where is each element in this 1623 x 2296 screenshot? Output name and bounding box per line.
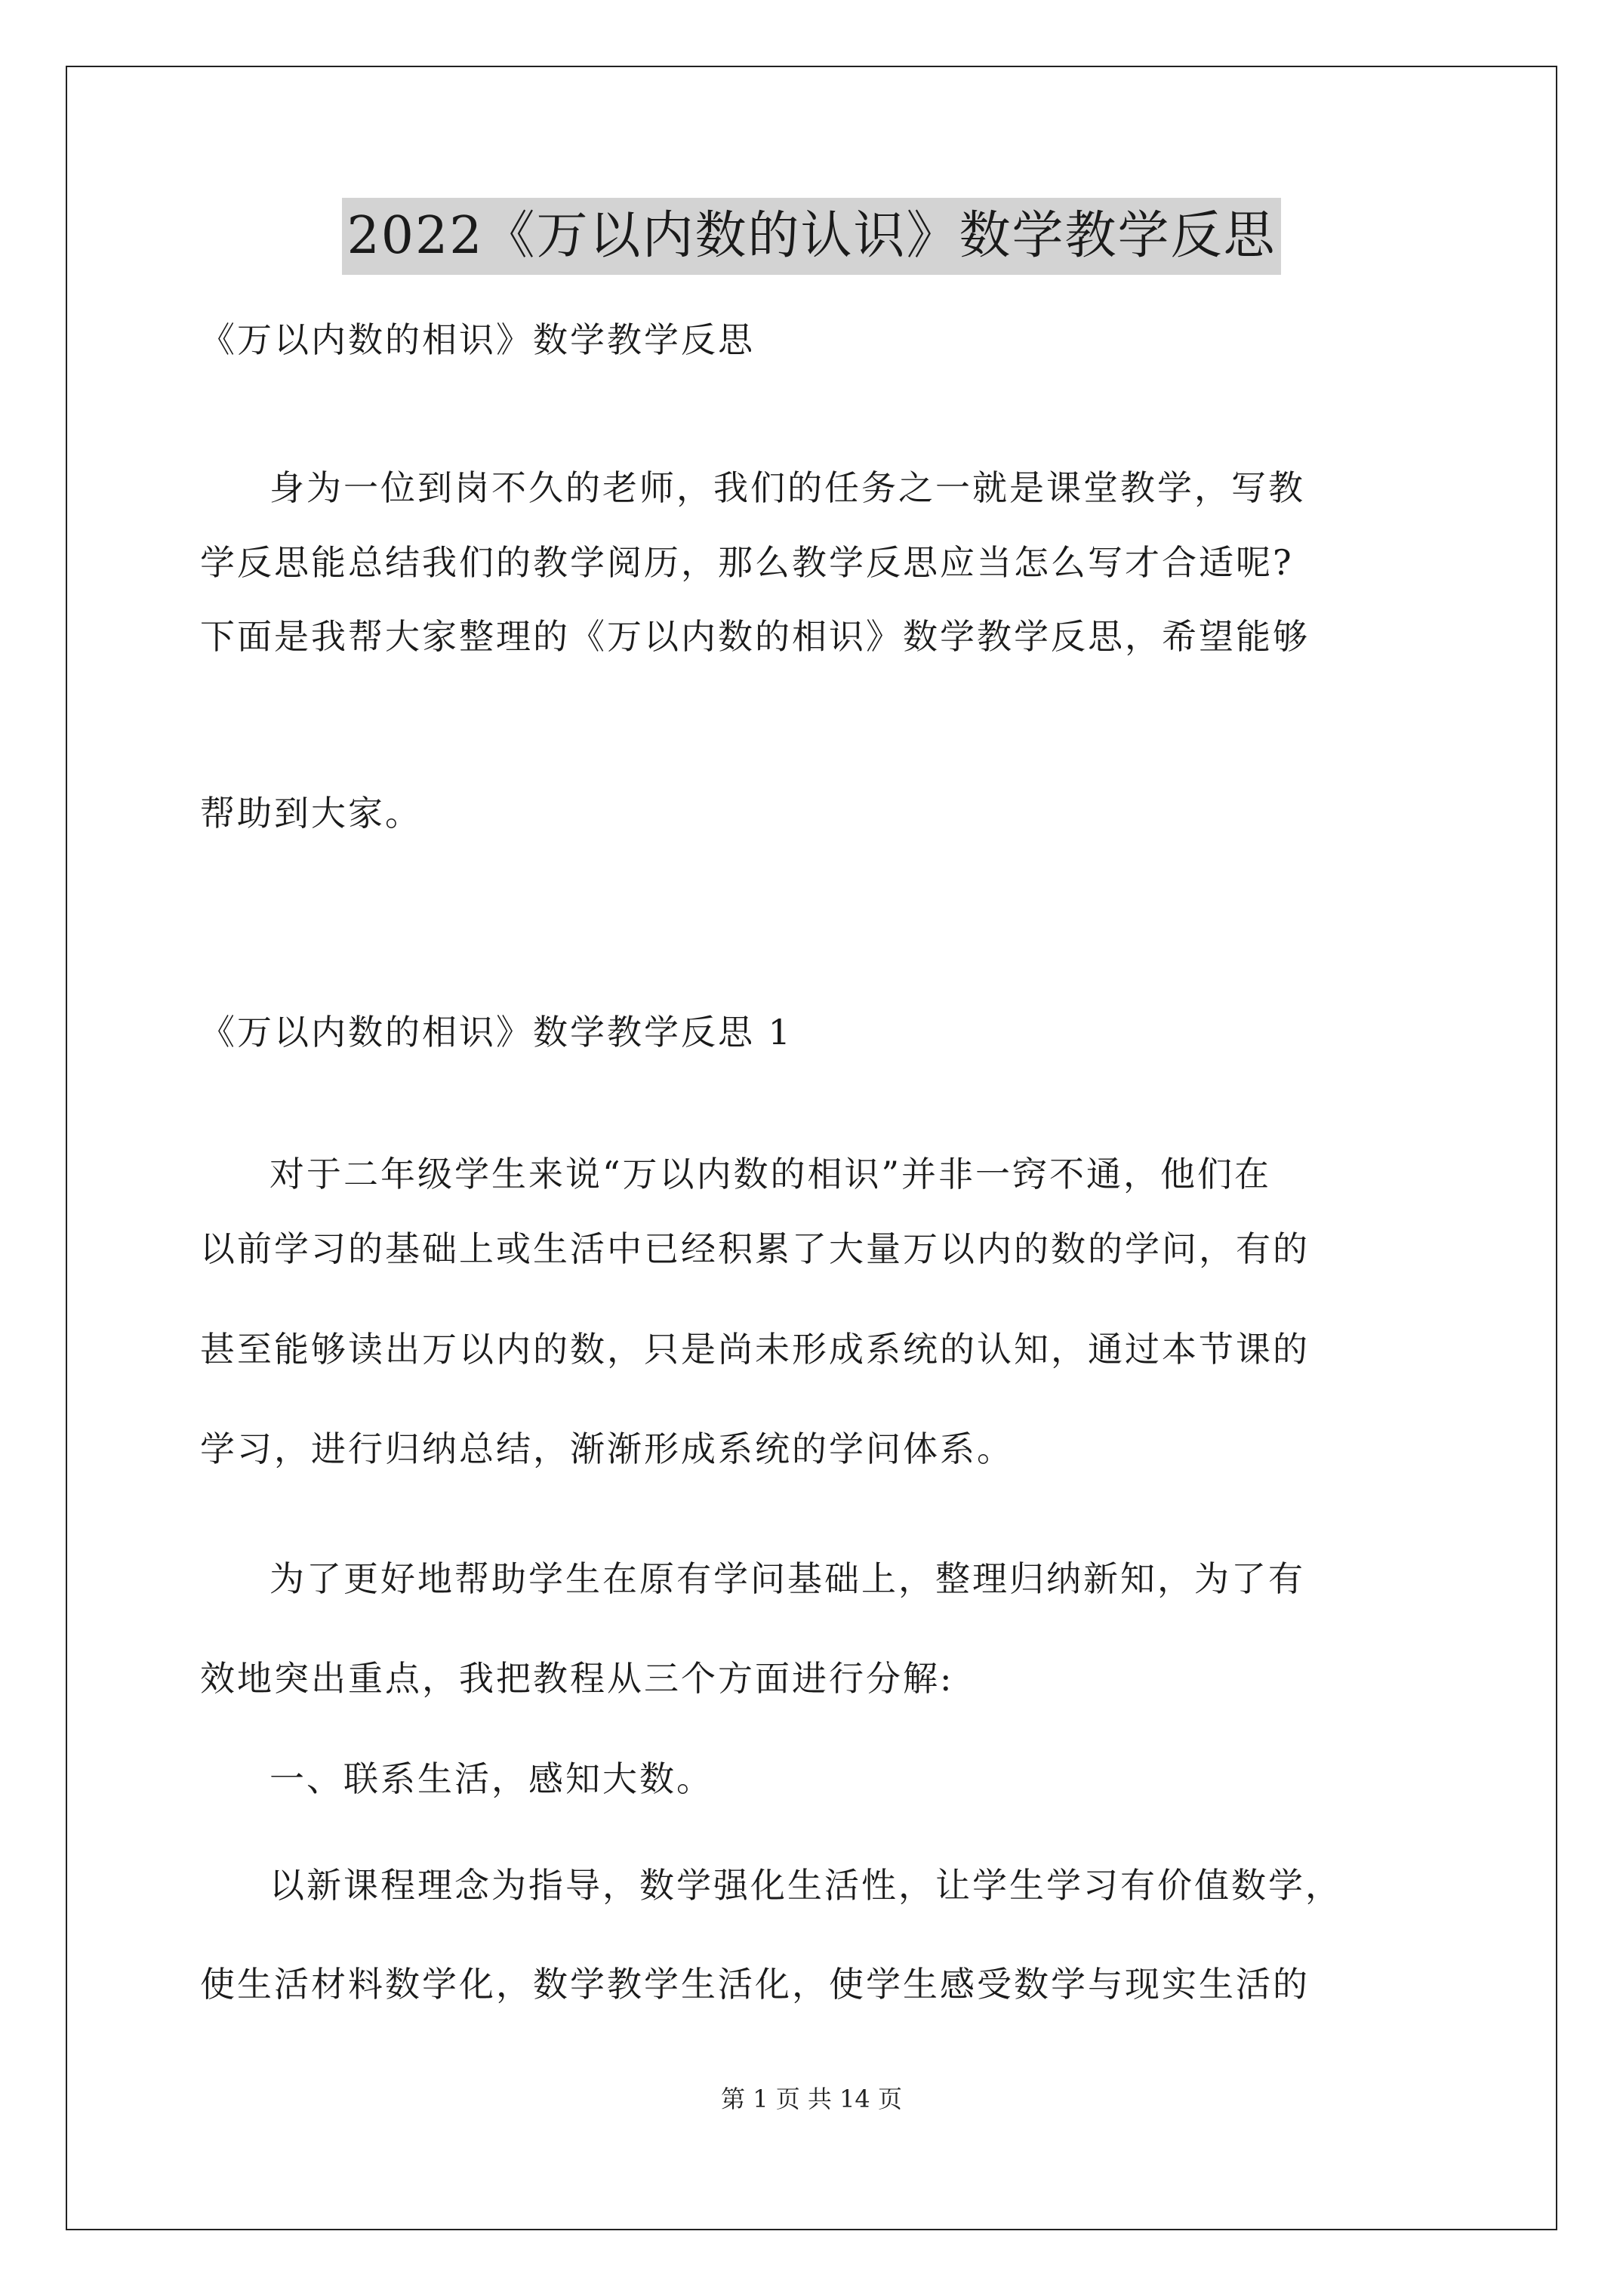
paragraph-line: 身为一位到岗不久的老师，我们的任务之一就是课堂教学，写教 — [269, 467, 1305, 508]
paragraph-line: 对于二年级学生来说“万以内数的相识”并非一窍不通，他们在 — [269, 1154, 1272, 1194]
paragraph-line: 以前学习的基础上或生活中已经积累了大量万以内的数的学问，有的 — [200, 1228, 1310, 1269]
list-item-heading: 一、联系生活，感知大数。 — [269, 1758, 713, 1799]
paragraph-line: 为了更好地帮助学生在原有学问基础上，整理归纳新知，为了有 — [269, 1558, 1305, 1599]
paragraph-line: 帮助到大家。 — [200, 793, 422, 834]
subtitle-line: 《万以内数的相识》数学教学反思 — [200, 319, 755, 360]
paragraph-line: 效地突出重点，我把教程从三个方面进行分解: — [200, 1658, 954, 1699]
paragraph-line: 下面是我帮大家整理的《万以内数的相识》数学教学反思，希望能够 — [200, 616, 1310, 657]
section-heading: 《万以内数的相识》数学教学反思 1 — [200, 1012, 793, 1052]
document-title-text: 2022《万以内数的认识》数学教学反思 — [342, 198, 1280, 275]
paragraph-line: 使生活材料数学化，数学教学生活化，使学生感受数学与现实生活的 — [200, 1964, 1310, 2005]
page-footer: 第 1 页 共 14 页 — [721, 2085, 902, 2113]
paragraph-line: 学反思能总结我们的教学阅历，那么教学反思应当怎么写才合适呢? — [200, 542, 1294, 583]
paragraph-line: 甚至能够读出万以内的数，只是尚未形成系统的认知，通过本节课的 — [200, 1329, 1310, 1370]
document-title — [0, 198, 1623, 275]
paragraph-line: 学习，进行归纳总结，渐渐形成系统的学问体系。 — [200, 1428, 1014, 1469]
paragraph-line: 以新课程理念为指导，数学强化生活性，让学生学习有价值数学， — [269, 1865, 1342, 1906]
